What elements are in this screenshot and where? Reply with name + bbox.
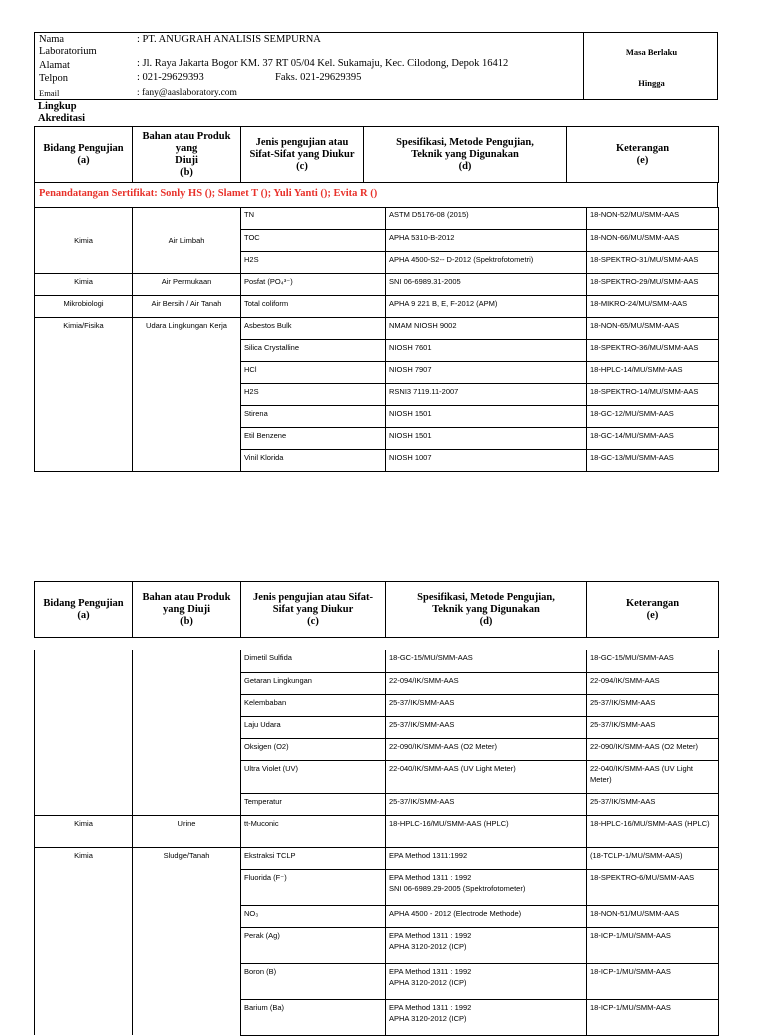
col-header-jenis: Jenis pengujian atau Sifat-Sifat yang Diukur (c): [241, 127, 364, 183]
cell-keterangan: 18-SPEKTRO-29/MU/SMM-AAS: [587, 273, 719, 295]
cell-spesifikasi: NIOSH 1007: [386, 449, 587, 471]
cell-bidang: [35, 405, 133, 427]
header-divider: [583, 33, 584, 99]
cell-spesifikasi: 22-090/IK/SMM-AAS (O2 Meter): [386, 738, 587, 760]
cell-bahan: [133, 449, 241, 471]
cell-keterangan: 22-090/IK/SMM-AAS (O2 Meter): [587, 738, 719, 760]
cell-spesifikasi: EPA Method 1311 : 1992 SNI 06-6989.29-2005 (Spektrofotometer): [386, 869, 587, 905]
cell-spesifikasi: EPA Method 1311 : 1992 APHA 3120-2012 (ICP): [386, 963, 587, 999]
table-row: [35, 905, 719, 927]
table-row: [35, 815, 719, 847]
cell-bahan: Sludge/Tanah: [133, 847, 241, 869]
cell-keterangan: 18-NON-65/MU/SMM-AAS: [587, 317, 719, 339]
cell-bidang: [35, 383, 133, 405]
col-header-keterangan: Keterangan (e): [587, 582, 719, 638]
cell-bahan: [133, 963, 241, 999]
cell-spesifikasi: APHA 9 221 B, E, F-2012 (APM): [386, 295, 587, 317]
cell-keterangan: 18-GC-12/MU/SMM-AAS: [587, 405, 719, 427]
lab-email: : fany@aaslaboratory.com: [137, 88, 237, 98]
col-header-keterangan: Keterangan (e): [567, 127, 719, 183]
cell-jenis: TN: [241, 207, 386, 229]
cell-jenis: H2S: [241, 383, 386, 405]
cell-bidang: Kimia: [35, 229, 133, 251]
col-header-bahan: Bahan atau Produk yang Diuji (b): [133, 582, 241, 638]
cell-jenis: H2S: [241, 251, 386, 273]
label-email: Email: [39, 88, 60, 98]
cell-bahan: [133, 339, 241, 361]
cell-bidang: [35, 999, 133, 1035]
cell-spesifikasi: EPA Method 1311:1992: [386, 847, 587, 869]
hingga-label: Hingga: [638, 78, 665, 88]
lab-fax: Faks. 021-29629395: [275, 72, 362, 83]
table-row: [35, 317, 719, 339]
cell-spesifikasi: 25-37/IK/SMM-AAS: [386, 716, 587, 738]
table-row: [35, 672, 719, 694]
table-row: [35, 405, 719, 427]
table-row: [35, 716, 719, 738]
cell-bahan: [133, 207, 241, 229]
cell-jenis: TOC: [241, 229, 386, 251]
cell-keterangan: 18-ICP-1/MU/SMM-AAS: [587, 999, 719, 1035]
cell-jenis: Total coliform: [241, 295, 386, 317]
col-header-jenis: Jenis pengujian atau Sifat- Sifat yang Diukur (c): [241, 582, 386, 638]
cell-spesifikasi: ASTM D5176-08 (2015): [386, 207, 587, 229]
table-row: [35, 793, 719, 815]
table-row: [35, 999, 719, 1035]
cell-keterangan: 22-040/IK/SMM-AAS (UV Light Meter): [587, 760, 719, 793]
table-row: [35, 251, 719, 273]
cell-jenis: Asbestos Bulk: [241, 317, 386, 339]
cell-bahan: [133, 383, 241, 405]
label-nama: Nama: [39, 34, 65, 45]
cell-spesifikasi: APHA 5310-B-2012: [386, 229, 587, 251]
lab-info-header: [34, 32, 718, 100]
table-row: [35, 694, 719, 716]
cell-bahan: [133, 650, 241, 672]
cell-bidang: [35, 361, 133, 383]
cell-keterangan: 18-NON-66/MU/SMM-AAS: [587, 229, 719, 251]
cell-bidang: Kimia: [35, 815, 133, 847]
cell-jenis: Boron (B): [241, 963, 386, 999]
cell-bidang: [35, 207, 133, 229]
cell-bahan: [133, 716, 241, 738]
cell-bidang: [35, 869, 133, 905]
cell-spesifikasi: 25-37/IK/SMM-AAS: [386, 793, 587, 815]
signers-text: Penandatangan Sertifikat: Sonly HS (); Slamet T (); Yuli Yanti (); Evita R (): [39, 188, 378, 199]
cell-bahan: [133, 927, 241, 963]
table-row: [35, 847, 719, 869]
signers-row: [34, 183, 718, 208]
cell-jenis: Dimetil Sulfida: [241, 650, 386, 672]
cell-keterangan: 25-37/IK/SMM-AAS: [587, 694, 719, 716]
cell-bahan: [133, 694, 241, 716]
cell-bahan: [133, 999, 241, 1035]
cell-bahan: Air Bersih / Air Tanah: [133, 295, 241, 317]
cell-spesifikasi: NIOSH 1501: [386, 427, 587, 449]
cell-keterangan: 18-NON-51/MU/SMM-AAS: [587, 905, 719, 927]
cell-keterangan: 18-NON-52/MU/SMM-AAS: [587, 207, 719, 229]
cell-bahan: Urine: [133, 815, 241, 847]
table-row: [35, 869, 719, 905]
masa-berlaku-label: Masa Berlaku: [625, 47, 678, 57]
table-row: [35, 229, 719, 251]
cell-keterangan: 18-SPEKTRO-31/MU/SMM-AAS: [587, 251, 719, 273]
cell-bidang: Kimia/Fisika: [35, 317, 133, 339]
cell-bahan: Air Limbah: [133, 229, 241, 251]
cell-keterangan: (18-TCLP-1/MU/SMM-AAS): [587, 847, 719, 869]
cell-jenis: NO₃: [241, 905, 386, 927]
col-header-spesifikasi: Spesifikasi, Metode Pengujian, Teknik yang Digunakan (d): [386, 582, 587, 638]
cell-spesifikasi: RSNI3 7119.11-2007: [386, 383, 587, 405]
lingkup-akreditasi-label: [38, 101, 85, 125]
cell-bahan: [133, 361, 241, 383]
cell-bahan: Udara Lingkungan Kerja: [133, 317, 241, 339]
cell-spesifikasi: 18-HPLC-16/MU/SMM-AAS (HPLC): [386, 815, 587, 847]
cell-bahan: [133, 405, 241, 427]
label-alamat: Alamat: [39, 60, 70, 71]
cell-bidang: [35, 449, 133, 471]
cell-keterangan: 18-GC-13/MU/SMM-AAS: [587, 449, 719, 471]
col-header-bidang: Bidang Pengujian (a): [35, 127, 133, 183]
cell-spesifikasi: APHA 4500-S2-- D-2012 (Spektrofotometri): [386, 251, 587, 273]
label-telpon: Telpon: [39, 73, 69, 84]
cell-keterangan: 18-SPEKTRO-6/MU/SMM-AAS: [587, 869, 719, 905]
cell-bahan: [133, 427, 241, 449]
cell-keterangan: 18-SPEKTRO-36/MU/SMM-AAS: [587, 339, 719, 361]
cell-jenis: Kelembaban: [241, 694, 386, 716]
cell-keterangan: 22-094/IK/SMM-AAS: [587, 672, 719, 694]
cell-bidang: [35, 716, 133, 738]
cell-jenis: Getaran Lingkungan: [241, 672, 386, 694]
cell-bidang: [35, 650, 133, 672]
table-row: [35, 339, 719, 361]
cell-bahan: [133, 793, 241, 815]
lingkup-line-2: Akreditasi: [38, 113, 86, 124]
table-row: [35, 427, 719, 449]
cell-bidang: [35, 738, 133, 760]
table-row: [35, 449, 719, 471]
lab-phone: : 021-29629393: [137, 72, 204, 83]
lab-address: : Jl. Raya Jakarta Bogor KM. 37 RT 05/04 Kel. Sukamaju, Kec. Cilodong, Depok 16412: [137, 58, 509, 69]
cell-spesifikasi: EPA Method 1311 : 1992 APHA 3120-2012 (ICP): [386, 999, 587, 1035]
cell-jenis: Laju Udara: [241, 716, 386, 738]
cell-jenis: Etil Benzene: [241, 427, 386, 449]
cell-bidang: [35, 760, 133, 793]
cell-keterangan: 18-GC-15/MU/SMM-AAS: [587, 650, 719, 672]
cell-bidang: [35, 793, 133, 815]
cell-spesifikasi: APHA 4500 - 2012 (Electrode Methode): [386, 905, 587, 927]
table-row: [35, 963, 719, 999]
lingkup-line-1: Lingkup: [38, 101, 77, 112]
cell-bidang: Kimia: [35, 273, 133, 295]
cell-bidang: [35, 251, 133, 273]
cell-bidang: [35, 427, 133, 449]
cell-jenis: Vinil Klorida: [241, 449, 386, 471]
cell-keterangan: 18-SPEKTRO-14/MU/SMM-AAS: [587, 383, 719, 405]
cell-keterangan: 25-37/IK/SMM-AAS: [587, 793, 719, 815]
cell-spesifikasi: EPA Method 1311 : 1992 APHA 3120-2012 (ICP): [386, 927, 587, 963]
cell-bidang: [35, 963, 133, 999]
cell-bahan: [133, 251, 241, 273]
cell-spesifikasi: 22-040/IK/SMM-AAS (UV Light Meter): [386, 760, 587, 793]
cell-jenis: Fluorida (F⁻): [241, 869, 386, 905]
lab-name: : PT. ANUGRAH ANALISIS SEMPURNA: [137, 34, 321, 45]
cell-spesifikasi: SNI 06-6989.31-2005: [386, 273, 587, 295]
cell-jenis: Barium (Ba): [241, 999, 386, 1035]
scope-table-2: [34, 650, 719, 1036]
cell-jenis: Ekstraksi TCLP: [241, 847, 386, 869]
table-row: [35, 207, 719, 229]
cell-keterangan: 18-ICP-1/MU/SMM-AAS: [587, 963, 719, 999]
table-row: [35, 650, 719, 672]
cell-jenis: Posfat (PO₄³⁻): [241, 273, 386, 295]
cell-spesifikasi: 25-37/IK/SMM-AAS: [386, 694, 587, 716]
cell-bidang: [35, 672, 133, 694]
cell-jenis: Oksigen (O2): [241, 738, 386, 760]
cell-keterangan: 18-HPLC-14/MU/SMM-AAS: [587, 361, 719, 383]
table-row: [35, 738, 719, 760]
table-row: [35, 927, 719, 963]
cell-jenis: Temperatur: [241, 793, 386, 815]
cell-bidang: Mikrobiologi: [35, 295, 133, 317]
label-laboratorium: Laboratorium: [39, 46, 97, 57]
table-row: [35, 383, 719, 405]
cell-keterangan: 18-HPLC-16/MU/SMM-AAS (HPLC): [587, 815, 719, 847]
column-header-2: [34, 581, 719, 638]
table-row: [35, 273, 719, 295]
cell-jenis: Silica Crystalline: [241, 339, 386, 361]
cell-spesifikasi: 22-094/IK/SMM-AAS: [386, 672, 587, 694]
table-row: [35, 295, 719, 317]
cell-keterangan: 18-ICP-1/MU/SMM-AAS: [587, 927, 719, 963]
cell-spesifikasi: NIOSH 1501: [386, 405, 587, 427]
cell-bidang: [35, 339, 133, 361]
table-row: [35, 760, 719, 793]
cell-jenis: tt-Muconic: [241, 815, 386, 847]
cell-bahan: Air Permukaan: [133, 273, 241, 295]
cell-bahan: [133, 760, 241, 793]
cell-keterangan: 18-GC-14/MU/SMM-AAS: [587, 427, 719, 449]
cell-jenis: Stirena: [241, 405, 386, 427]
col-header-spesifikasi: Spesifikasi, Metode Pengujian, Teknik yang Digunakan (d): [364, 127, 567, 183]
cell-spesifikasi: NIOSH 7601: [386, 339, 587, 361]
cell-bahan: [133, 672, 241, 694]
cell-spesifikasi: 18-GC-15/MU/SMM-AAS: [386, 650, 587, 672]
cell-keterangan: 25-37/IK/SMM-AAS: [587, 716, 719, 738]
cell-jenis: Ultra Violet (UV): [241, 760, 386, 793]
cell-jenis: HCl: [241, 361, 386, 383]
cell-keterangan: 18-MIKRO-24/MU/SMM-AAS: [587, 295, 719, 317]
cell-bahan: [133, 905, 241, 927]
cell-spesifikasi: NMAM NIOSH 9002: [386, 317, 587, 339]
cell-jenis: Perak (Ag): [241, 927, 386, 963]
cell-bidang: [35, 905, 133, 927]
cell-spesifikasi: NIOSH 7907: [386, 361, 587, 383]
table-row: [35, 361, 719, 383]
scope-table-1: [34, 207, 719, 472]
cell-bahan: [133, 869, 241, 905]
col-header-bahan: Bahan atau Produk yang Diuji (b): [133, 127, 241, 183]
cell-bahan: [133, 738, 241, 760]
column-header-1: [34, 126, 719, 183]
cell-bidang: [35, 694, 133, 716]
cell-bidang: Kimia: [35, 847, 133, 869]
cell-bidang: [35, 927, 133, 963]
col-header-bidang: Bidang Pengujian (a): [35, 582, 133, 638]
